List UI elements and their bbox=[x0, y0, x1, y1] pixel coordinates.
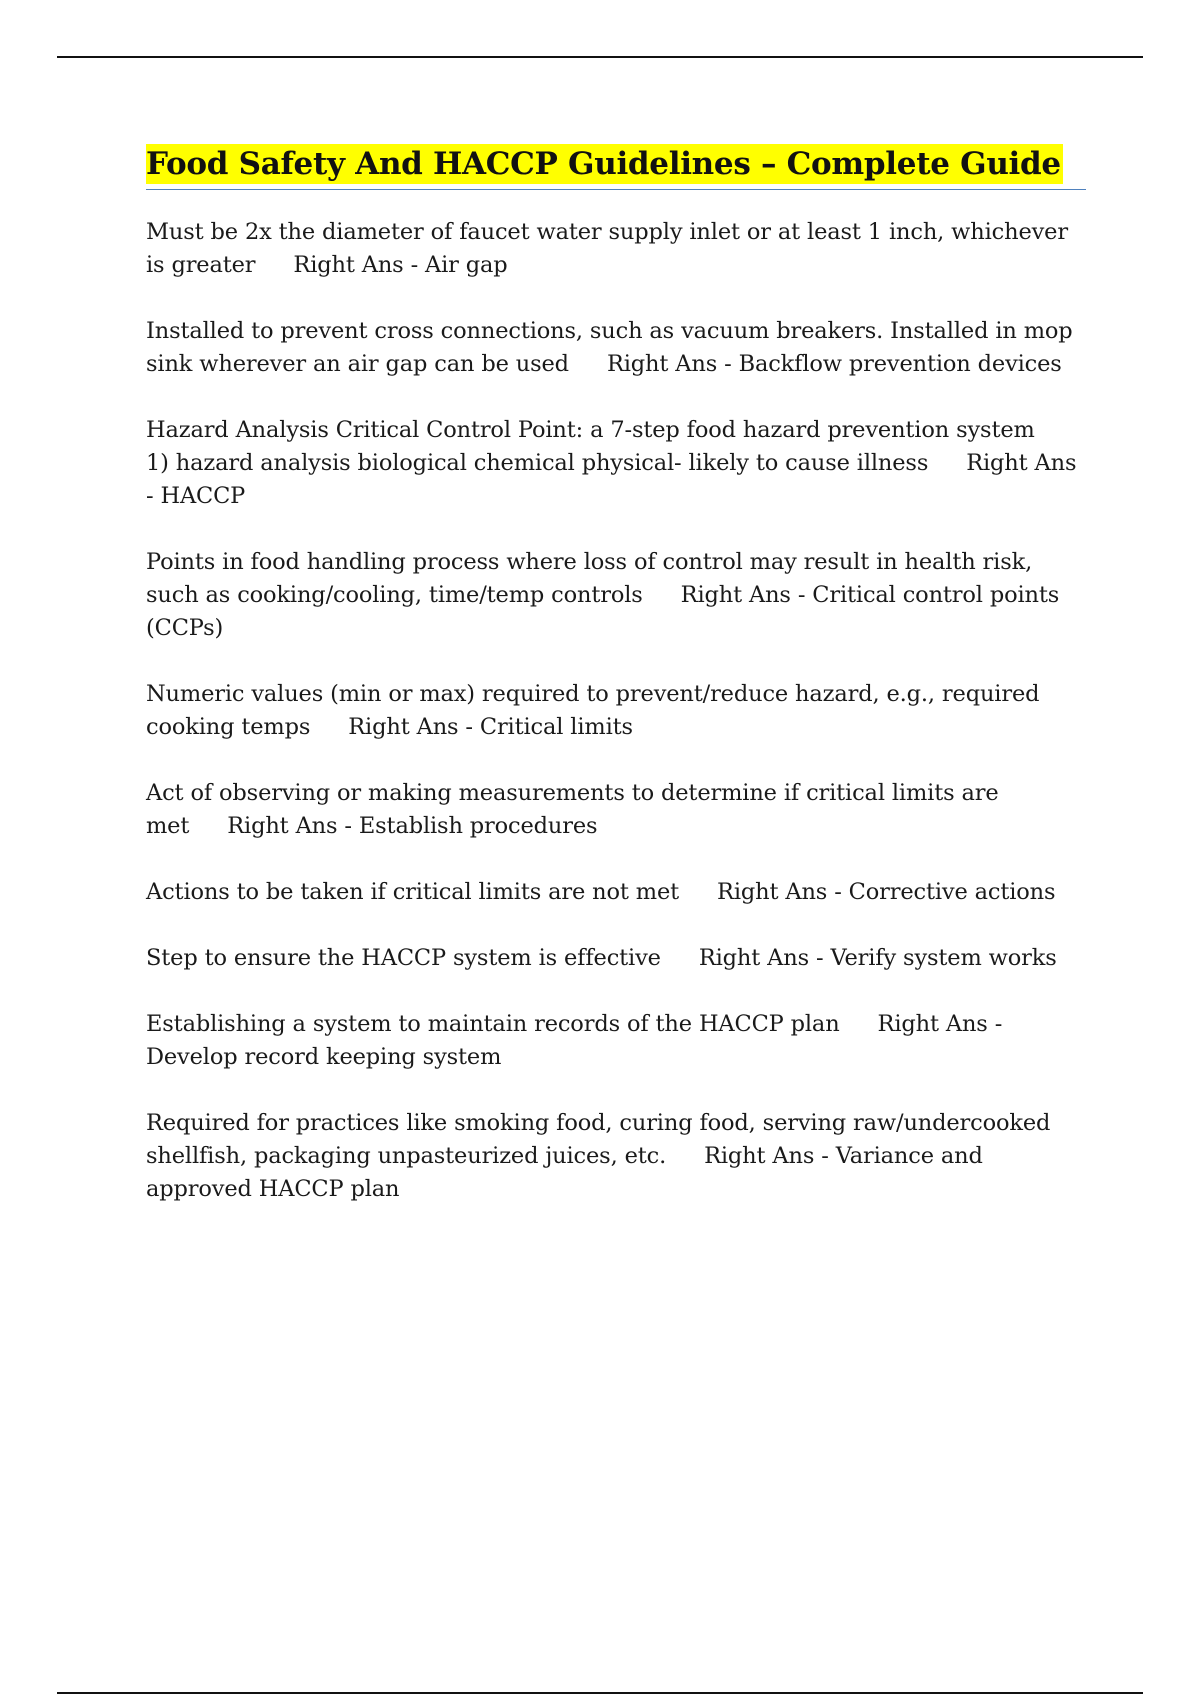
qa-list bbox=[146, 216, 1086, 1206]
answer-text: Develop record keeping system bbox=[146, 1044, 502, 1070]
document-body bbox=[146, 144, 1086, 1239]
answer-text: HACCP bbox=[160, 483, 246, 509]
header-rule bbox=[57, 56, 1143, 58]
answer-text: Verify system works bbox=[830, 945, 1057, 971]
question-text: Step to ensure the HACCP system is effective bbox=[146, 945, 661, 971]
qa-item bbox=[146, 414, 1086, 513]
answer-prefix: Right Ans - bbox=[227, 813, 359, 839]
question-text: Numeric values (min or max) required to prevent/reduce hazard, e.g., required cooking temps bbox=[146, 681, 1040, 740]
document-title: Food Safety And HACCP Guidelines – Complete Guide bbox=[146, 146, 1061, 182]
answer-text: Critical limits bbox=[479, 714, 633, 740]
answer-prefix: Right Ans - bbox=[146, 450, 1077, 509]
qa-item bbox=[146, 315, 1086, 381]
answer-prefix: Right Ans - bbox=[293, 252, 426, 278]
question-text: Hazard Analysis Critical Control Point: a 7-step food hazard prevention system bbox=[146, 417, 1035, 443]
question-text: Required for practices like smoking food, curing food, serving raw/undercooked shellfish, packaging unpasteurized juices, etc. bbox=[146, 1110, 1051, 1169]
answer-prefix: Right Ans - bbox=[348, 714, 480, 740]
qa-item bbox=[146, 777, 1086, 843]
qa-item bbox=[146, 216, 1086, 282]
qa-item bbox=[146, 678, 1086, 744]
question-text-line2: 1) hazard analysis biological chemical physical- likely to cause illness bbox=[146, 450, 929, 476]
question-text: Points in food handling process where loss of control may result in health risk, such as cooking/cooling, time/temp controls bbox=[146, 549, 1033, 608]
answer-text: Air gap bbox=[425, 252, 508, 278]
qa-item bbox=[146, 1107, 1086, 1206]
answer-prefix: Right Ans - bbox=[698, 945, 831, 971]
answer-prefix: Right Ans - bbox=[877, 1011, 1003, 1037]
qa-item bbox=[146, 876, 1086, 909]
question-text: Installed to prevent cross connections, such as vacuum breakers. Installed in mop sink wherever an air gap can be used bbox=[146, 318, 1073, 377]
qa-item bbox=[146, 942, 1086, 975]
question-text: Must be 2x the diameter of faucet water supply inlet or at least 1 inch, whichever is greater bbox=[146, 219, 1068, 278]
question-text: Act of observing or making measurements to determine if critical limits are met bbox=[146, 780, 999, 839]
footer-rule bbox=[57, 1692, 1143, 1694]
answer-text: Corrective actions bbox=[848, 879, 1056, 905]
answer-prefix: Right Ans - bbox=[704, 1143, 836, 1169]
question-text: Actions to be taken if critical limits are not met bbox=[146, 879, 680, 905]
qa-item bbox=[146, 1008, 1086, 1074]
answer-text: Establish procedures bbox=[358, 813, 598, 839]
answer-prefix: Right Ans - bbox=[606, 351, 739, 377]
qa-item bbox=[146, 546, 1086, 645]
answer-text: Variance and approved HACCP plan bbox=[146, 1143, 983, 1202]
answer-text: Backflow prevention devices bbox=[738, 351, 1062, 377]
answer-prefix: Right Ans - bbox=[717, 879, 849, 905]
question-text: Establishing a system to maintain records of the HACCP plan bbox=[146, 1011, 840, 1037]
answer-text: Critical control points (CCPs) bbox=[146, 582, 1060, 641]
title-block bbox=[146, 144, 1086, 190]
answer-prefix: Right Ans - bbox=[680, 582, 813, 608]
